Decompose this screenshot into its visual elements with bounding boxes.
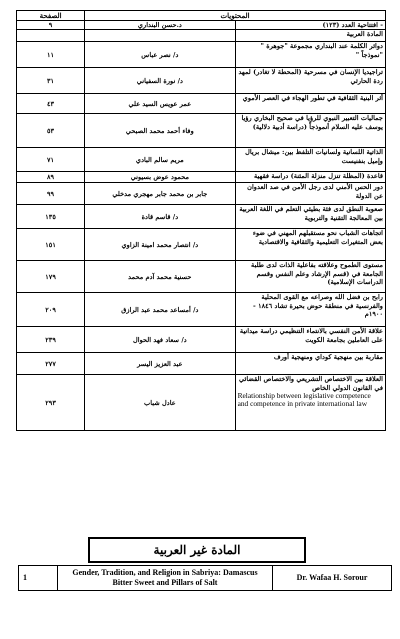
entry-page: ٣١ <box>17 68 85 94</box>
section-row <box>17 30 386 42</box>
contents-row <box>17 205 386 229</box>
entry-title <box>235 148 385 172</box>
entry-page: ٨٩ <box>17 172 85 183</box>
entry-title-text: تراجيديا الإنسان في مسرحية (المحطة لا تغادر) لمهد ردة الحارثي <box>238 68 383 85</box>
entry-title-text: علاقة الأمن النفسي بالانتماء التنظيمي دراسة ميدانية على العاملين بجامعة الكويت <box>239 327 383 344</box>
entry-page: ١٧٩ <box>17 261 85 293</box>
entry-title-english: Relationship between legislative competence and competence in private international law <box>237 390 371 409</box>
foreign-row-number: 1 <box>19 566 58 591</box>
entry-title <box>235 172 385 183</box>
entry-author: د/ سعاد فهد الحوال <box>85 327 235 353</box>
entry-title <box>235 42 385 68</box>
contents-row <box>17 229 386 261</box>
entry-page: ٢٧٧ <box>17 353 85 375</box>
entry-title-text: دور الحس الأمني لدى رجل الأمن في صد العدوان عن الدولة <box>247 183 383 200</box>
entry-title-text: قاعدة (المظلة تنزل منزلة المئنة) دراسة فقهية <box>254 172 383 181</box>
foreign-row <box>19 566 392 591</box>
entry-title-text: صعوبة النطق لدى فئة بطيئي التعلم في اللغة العربية بين المعالجة التقنية والتربوية <box>239 205 383 222</box>
entry-page <box>17 30 85 42</box>
entry-title <box>235 205 385 229</box>
entry-title <box>235 114 385 148</box>
entry-title-text: الذاتية اللسانية ولسانيات التلفظ بين: ميشال بريال وإميل بنفنيست <box>245 148 383 165</box>
entry-page: ٢٩٣ <box>17 375 85 431</box>
contents-row <box>17 42 386 68</box>
entry-author: د/ قاسم قادة <box>85 205 235 229</box>
entry-title <box>235 293 385 327</box>
entry-page: ١٣٥ <box>17 205 85 229</box>
contents-row <box>17 353 386 375</box>
entry-page: ٩٩ <box>17 183 85 205</box>
entry-author: د/ انتصار محمد امينة الزاوي <box>85 229 235 261</box>
contents-row <box>17 94 386 114</box>
entry-author <box>85 30 235 42</box>
entry-page: ٢٠٩ <box>17 293 85 327</box>
entry-author: عادل شباب <box>85 375 235 431</box>
entry-page: ٢٣٩ <box>17 327 85 353</box>
entry-title <box>235 229 385 261</box>
entry-title <box>235 375 385 431</box>
contents-row <box>17 261 386 293</box>
entry-author: د.حسن البنداري <box>85 21 235 30</box>
entry-page: ١٥١ <box>17 229 85 261</box>
entry-page: ٤٣ <box>17 94 85 114</box>
contents-row <box>17 68 386 94</box>
entry-author: حسنية محمد آدم محمد <box>85 261 235 293</box>
contents-row <box>17 114 386 148</box>
foreign-table <box>18 565 392 591</box>
contents-header-row <box>17 11 386 21</box>
entry-title <box>235 261 385 293</box>
entry-title <box>235 94 385 114</box>
contents-row <box>17 172 386 183</box>
section-title <box>235 30 385 42</box>
entry-author: عبد العزيز اليسر <box>85 353 235 375</box>
contents-table <box>16 10 386 431</box>
entry-title-text: أثر البنية الثقافية في تطور الهجاء في العصر الأموي <box>242 94 383 103</box>
page-header: الصفحة <box>17 11 85 21</box>
entry-title-text: مستوى الطموح وعلاقته بفاعلية الذات لدى طلبة الجامعة في (قسم الإرشاد وعلم النفس وقسم الدراسات الإسلامية) <box>251 261 383 286</box>
entry-author: جابر بن محمد جابر مهجري مدخلي <box>85 183 235 205</box>
entry-page: ٥٣ <box>17 114 85 148</box>
entry-title-text: رابح بن فضل الله وصراعه مع القوى المحلية والفرنسية في منطقة حوض بحيرة تشاد ١٨٤٦ - ١٩٠٠م <box>253 293 383 318</box>
entry-title <box>235 183 385 205</box>
entry-title-text: المادة العربية <box>346 30 383 39</box>
entry-title-text: - افتتاحية العدد (١٢٣) <box>322 21 383 29</box>
entry-page: ٧١ <box>17 148 85 172</box>
entry-author: د/ أمساعد محمد عبد الرازق <box>85 293 235 327</box>
entry-page: ١١ <box>17 42 85 68</box>
entry-author: عمر عويس السيد علي <box>85 94 235 114</box>
contents-row <box>17 327 386 353</box>
entry-page: ٩ <box>17 21 85 30</box>
contents-header: المحتويات <box>85 11 386 21</box>
entry-author: محمود عوض بسيوني <box>85 172 235 183</box>
contents-row <box>17 375 386 431</box>
entry-title-text: العلاقة بين الاختصاص التشريعي والاختصاص القضائي في القانون الدولي الخاص <box>239 375 383 392</box>
entry-author: وفاء أحمد محمد الصبحي <box>85 114 235 148</box>
contents-row <box>17 21 386 30</box>
entry-title <box>235 21 385 30</box>
contents-row <box>17 148 386 172</box>
entry-title <box>235 353 385 375</box>
entry-title-text: دوائر الكلمة عند البنداري مجموعة "جوهرة " "نموذجاً " <box>260 42 383 59</box>
entry-title <box>235 68 385 94</box>
foreign-row-title: Gender, Tradition, and Religion in Sabriya: Damascus Bitter Sweet and Pillars of Salt <box>58 566 273 591</box>
foreign-row-author: Dr. Wafaa H. Sorour <box>273 566 392 591</box>
entry-author: مريم سالم البادي <box>85 148 235 172</box>
entry-author: د/ نصر عباس <box>85 42 235 68</box>
contents-row <box>17 293 386 327</box>
contents-row <box>17 183 386 205</box>
entry-title-text: مقاربة بين منهجية كوداي ومنهجية أورف <box>273 353 383 362</box>
entry-title <box>235 327 385 353</box>
entry-title-text: اتجاهات الشباب نحو مستقبلهم المهني في ضوء بعض المتغيرات التعليمية والثقافية والاقتصادية <box>252 229 383 246</box>
entry-title-text: جماليات التعبير النبوي للرؤيا في صحيح البخاري رؤيا يوسف عليه السلام أنموذجاً (دراسة أدبية دلالية) <box>241 114 383 131</box>
entry-author: د/ نورة السفياني <box>85 68 235 94</box>
foreign-section-heading: المادة غير العربية <box>88 537 306 563</box>
